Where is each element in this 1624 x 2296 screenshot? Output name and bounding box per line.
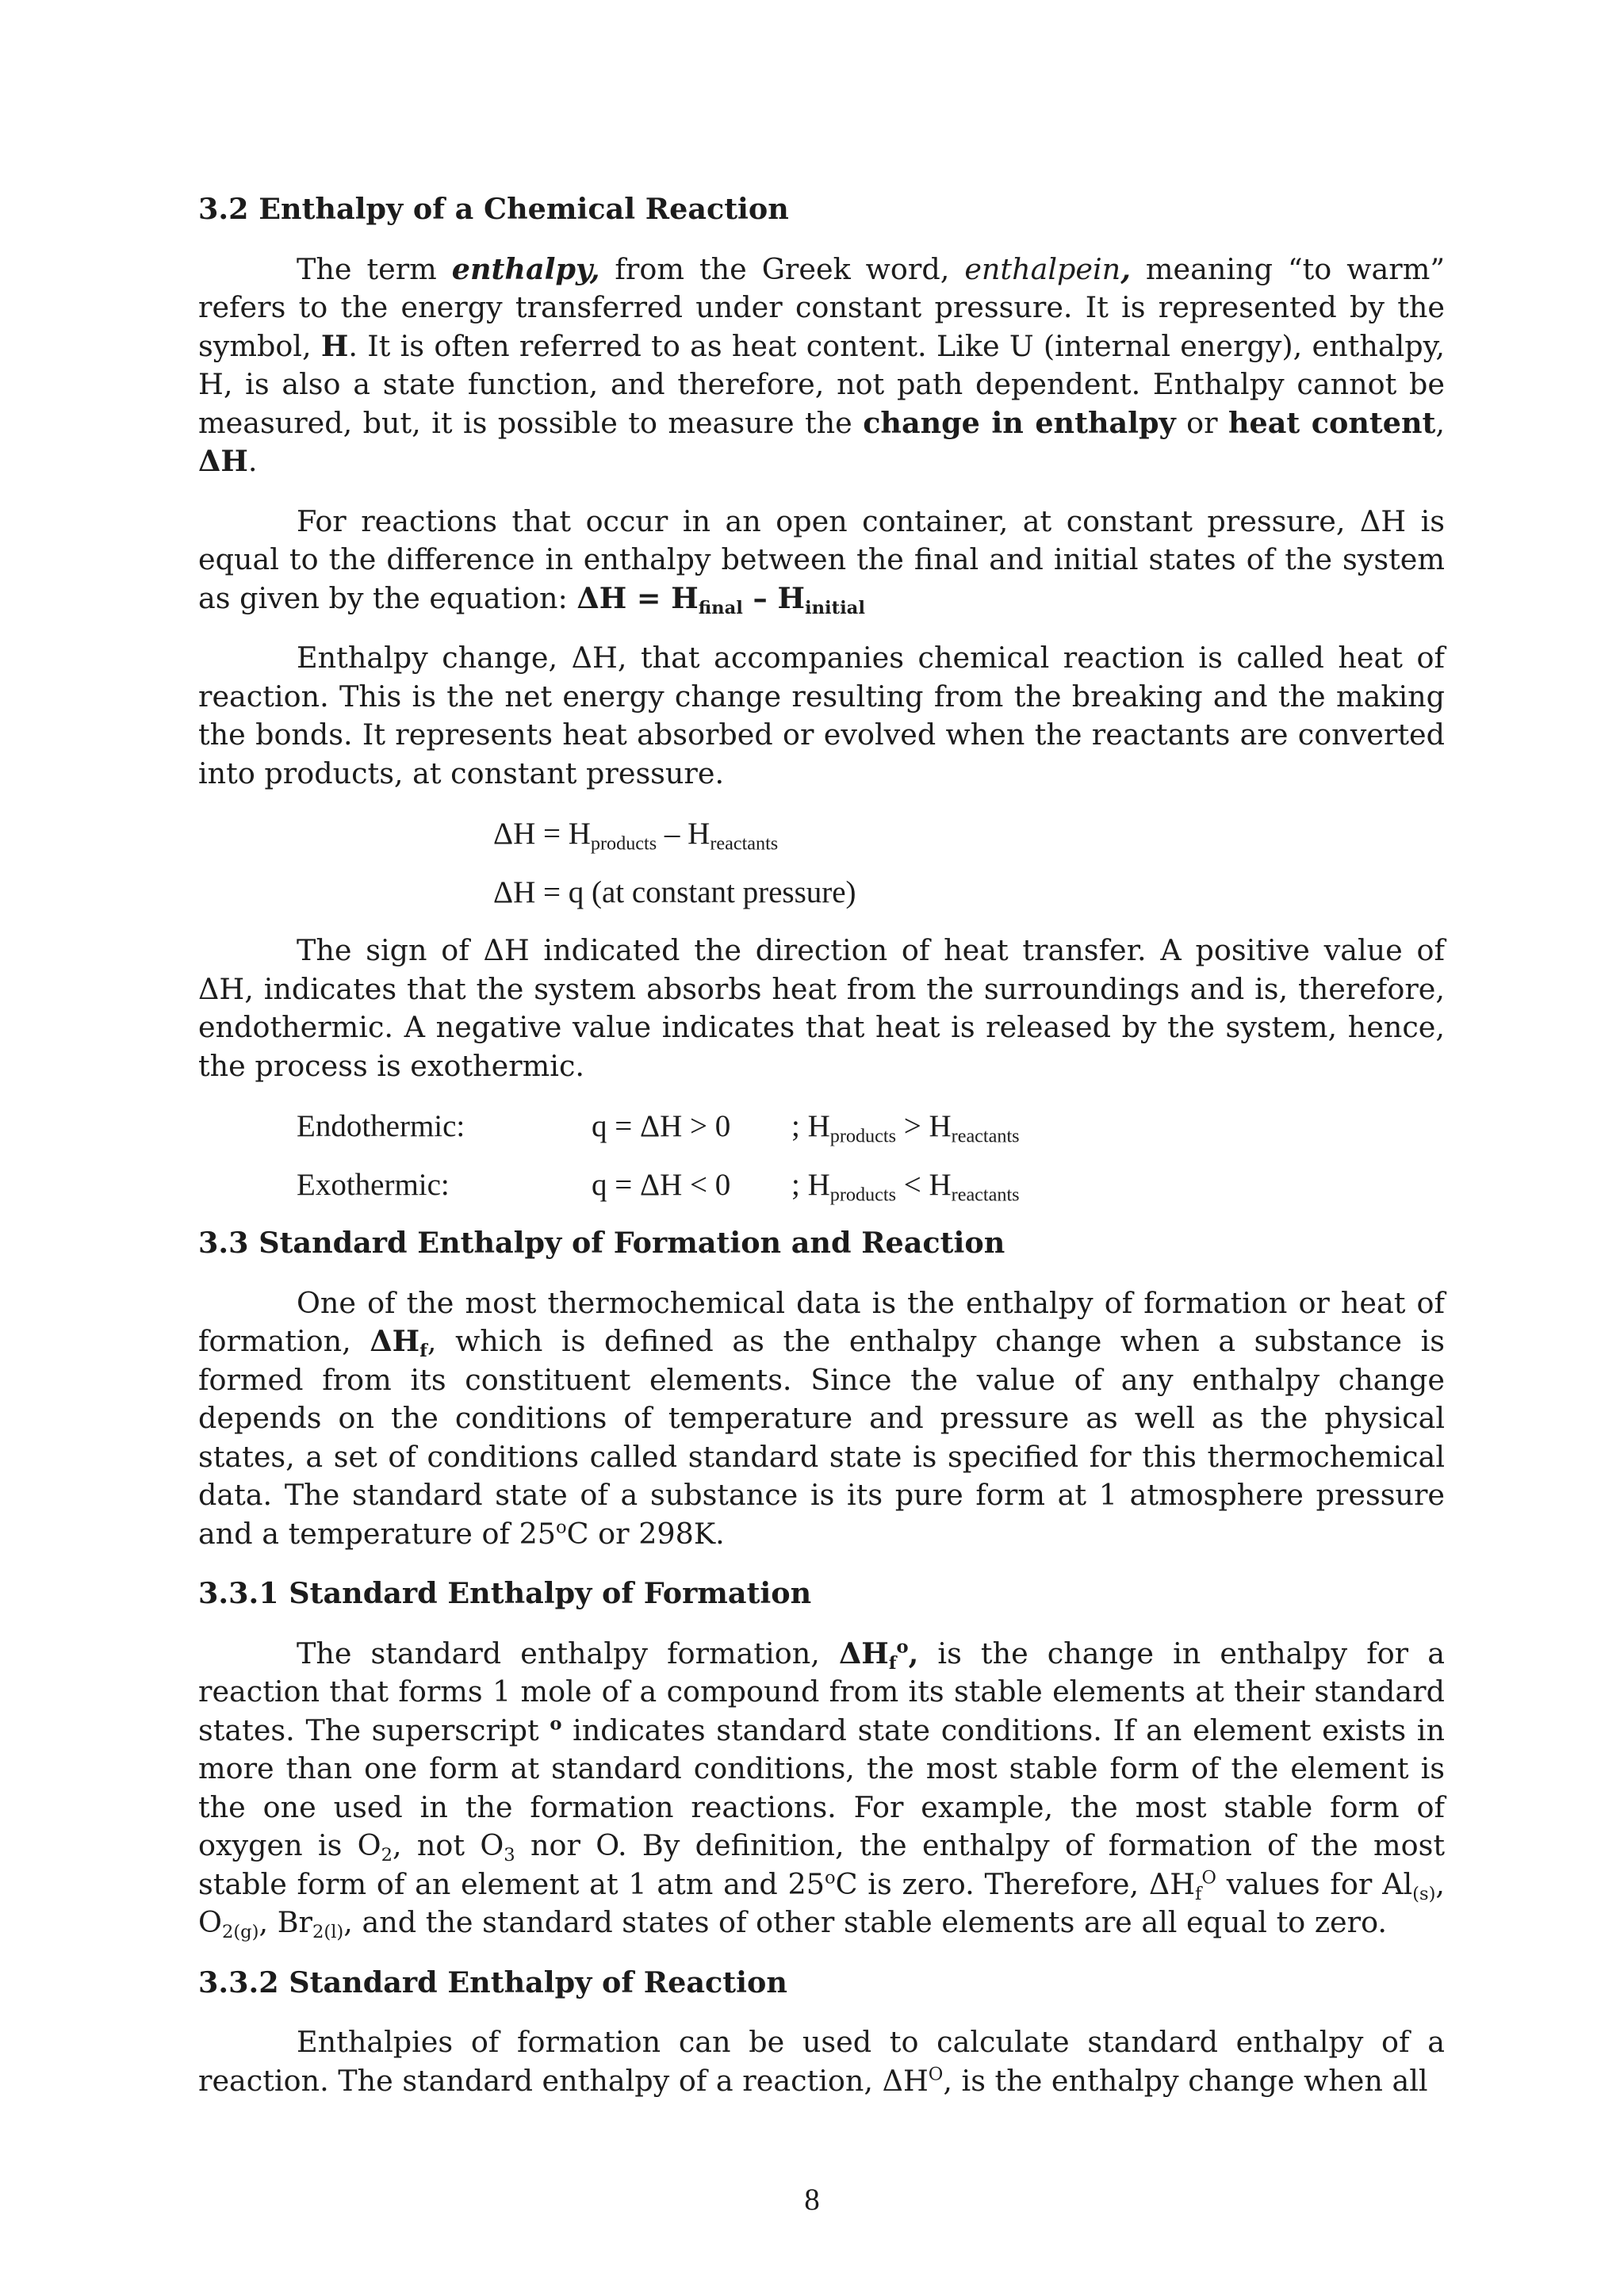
superscript-degree: o [556, 1516, 567, 1537]
paragraph-standard-enthalpy-formation [198, 1635, 1445, 1942]
condition-relation [791, 1165, 1020, 1205]
text: > H [896, 1109, 952, 1143]
text: , [1120, 251, 1131, 286]
subscript: reactants [951, 1125, 1020, 1147]
subscript: reactants [710, 832, 779, 855]
text: , and the standard states of other stable elements are all equal to zero. [343, 1905, 1388, 1939]
subscript: products [829, 1125, 896, 1147]
text: , is the enthalpy change when all [943, 2063, 1428, 2098]
text: – H [742, 580, 805, 615]
section-heading-3-3-2: 3.3.2 Standard Enthalpy of Reaction [198, 1965, 787, 1999]
text: , which is defined as the enthalpy change when a substance is formed from its constituent elements. Since the value of any enthalpy change depends on the conditions of temperature and pressure as well as the physical states, a set of conditions called standard state is specified for this thermochemical data. The standard state of a substance is its pure form at 1 atmosphere pressure and a temperature of 25 [198, 1324, 1445, 1551]
superscript-o: o [896, 1636, 909, 1657]
superscript-degree: o [824, 1866, 836, 1888]
text: , not O [393, 1828, 504, 1862]
equation-products-reactants [493, 814, 1445, 854]
condition-label: Endothermic: [297, 1109, 465, 1143]
text: ; H [791, 1109, 830, 1143]
text: , Br [259, 1905, 312, 1939]
subscript-state: 2(g) [221, 1921, 259, 1942]
condition-expression: q = ΔH > 0 [592, 1109, 731, 1143]
subscript-f: f [888, 1652, 897, 1674]
exothermic-condition [297, 1165, 1445, 1205]
subscript-state: 2(l) [312, 1921, 344, 1942]
condition-expression: q = ΔH < 0 [592, 1168, 731, 1202]
text: is the change in enthalpy for a reaction that forms 1 mole of a compound from its stable elements at their standard states. The superscript [198, 1636, 1445, 1747]
section-heading-3-3-1: 3.3.1 Standard Enthalpy of Formation [198, 1576, 812, 1610]
superscript-o: o [550, 1712, 562, 1734]
text: – H [657, 817, 710, 851]
text: C or 298K. [566, 1516, 725, 1551]
text: C is zero. Therefore, ΔH [835, 1866, 1196, 1901]
symbol-delta-h: ΔH [198, 444, 248, 478]
symbol-delta-h: ΔH [370, 1324, 420, 1358]
text: The standard enthalpy formation, [297, 1636, 839, 1670]
superscript-o: O [1201, 1866, 1216, 1888]
text: . [247, 444, 258, 478]
text: meaning “to warm” refers to the energy transferred under constant pressure. It is represented by the symbol, [198, 251, 1445, 363]
equation-q: ΔH = q (at constant pressure) [493, 875, 856, 909]
term-change-in-enthalpy: change in enthalpy [863, 405, 1176, 440]
symbol-h: H [320, 328, 349, 363]
subscript: reactants [951, 1184, 1020, 1206]
section-heading-3-3: 3.3 Standard Enthalpy of Formation and Reaction [198, 1226, 1005, 1260]
paragraph-enthalpy-definition [198, 251, 1445, 481]
term-enthalpy: enthalpy, [451, 251, 600, 286]
condition-relation [791, 1107, 1020, 1146]
equation-inline [576, 580, 865, 618]
text: indicates standard state conditions. If an element exists in more than one form at standard conditions, the most stable form of the element is the one used in the formation reactions. For example, the most stable form of oxygen is O [198, 1712, 1445, 1862]
paragraph-standard-enthalpy-reaction [198, 2023, 1445, 2100]
text: ΔH = H [576, 580, 699, 615]
subscript: products [590, 832, 657, 855]
section-heading-3-2: 3.2 Enthalpy of a Chemical Reaction [198, 192, 789, 226]
text: The term [297, 251, 452, 286]
paragraph-enthalpy-of-formation [198, 1284, 1445, 1554]
text: ΔH = H [493, 817, 591, 851]
text: , [908, 1636, 919, 1670]
text: values for Al [1216, 1866, 1413, 1901]
condition-label: Exothermic: [297, 1168, 450, 1202]
text: nor O. By definition, the enthalpy of formation of the most stable form of an element at 1 atm and 25 [198, 1828, 1446, 1901]
text: or [1175, 405, 1228, 440]
subscript: products [829, 1184, 896, 1206]
subscript-f: f [419, 1340, 427, 1361]
superscript-o: O [928, 2063, 944, 2084]
term-heat-content: heat content [1228, 405, 1436, 440]
text: For reactions that occur in an open container, at constant pressure, ΔH is equal to the difference in enthalpy between the final and initial states of the system as given by the equation: [198, 503, 1445, 615]
text: , O [198, 1866, 1445, 1939]
text: ; H [791, 1168, 830, 1202]
paragraph-sign-of-delta-h: The sign of ΔH indicated the direction of heat transfer. A positive value of ΔH, indicates that the system absorbs heat from the surroundings and is, therefore, endothermic. A negative value indicates that heat is released by the system, hence, the process is exothermic. [198, 933, 1445, 1083]
text: from the Greek word, [599, 251, 965, 286]
subscript-initial: initial [805, 597, 865, 618]
subscript: 3 [504, 1844, 515, 1866]
subscript-f: f [1195, 1883, 1202, 1904]
paragraph-constant-pressure [198, 503, 1445, 618]
subscript-state: (s) [1412, 1883, 1436, 1904]
text: < H [896, 1168, 952, 1202]
text: . It is often referred to as heat content. Like U (internal energy), enthalpy, H, is also a state function, and therefore, not path dependent. Enthalpy cannot be measured, but, it is possible to measure the [198, 328, 1445, 440]
subscript-final: final [698, 597, 743, 618]
subscript: 2 [381, 1844, 393, 1866]
document-page [198, 190, 1445, 2122]
term-enthalpein: enthalpein [964, 251, 1121, 286]
text: Enthalpies of formation can be used to calculate standard enthalpy of a reaction. The standard enthalpy of a reaction, ΔH [198, 2025, 1445, 2098]
endothermic-condition [297, 1107, 1445, 1146]
text: , [1435, 405, 1445, 440]
paragraph-heat-of-reaction: Enthalpy change, ΔH, that accompanies chemical reaction is called heat of reaction. This is the net energy change resulting from the breaking and the making the bonds. It represents heat absorbed or evolved when the reactants are converted into products, at constant pressure. [198, 641, 1445, 790]
symbol-delta-h: ΔH [838, 1636, 889, 1670]
page-number: 8 [804, 2183, 820, 2217]
text: One of the most thermochemical data is the enthalpy of formation or heat of formation, [198, 1285, 1445, 1358]
